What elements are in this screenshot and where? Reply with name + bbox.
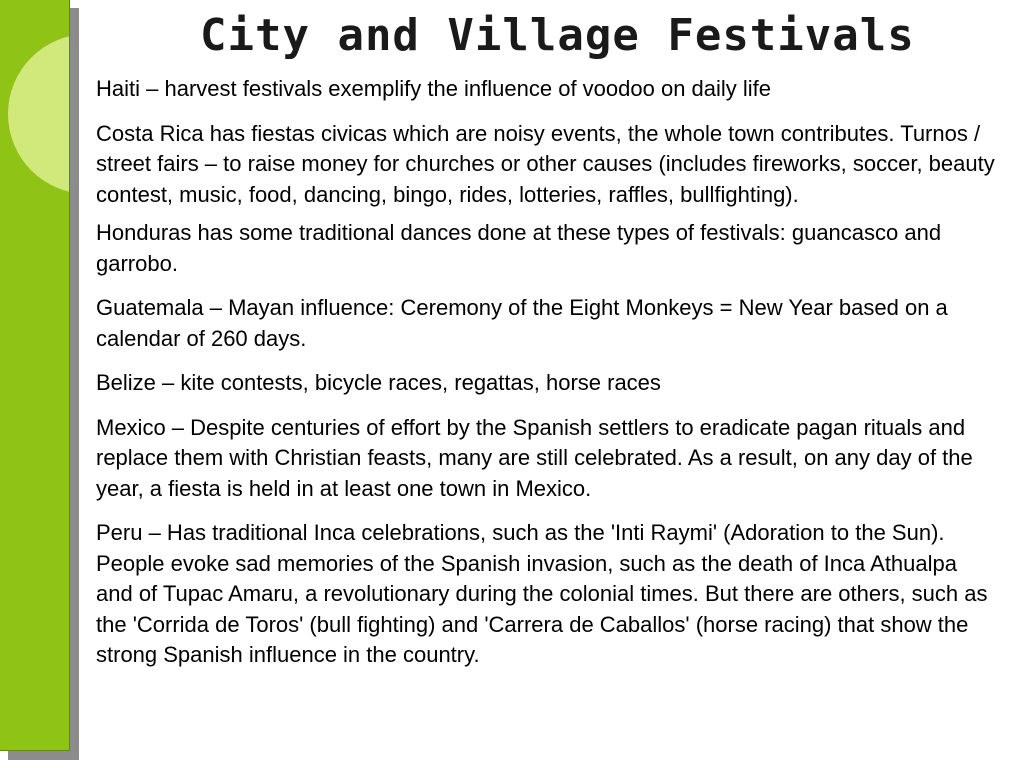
green-sidebar-bar (0, 0, 70, 751)
slide-title: City and Village Festivals (200, 10, 915, 61)
paragraph-belize: Belize – kite contests, bicycle races, regattas, horse races (96, 370, 661, 395)
paragraph-haiti: Haiti – harvest festivals exemplify the influence of voodoo on daily life (96, 76, 772, 101)
paragraph-mexico: Mexico – Despite centuries of effort by the Spanish settlers to eradicate pagan rituals and replace them with Christian feasts, many are still celebrated. As a result, on any day of the year, a fiesta is held in at least one town in Mexico. (96, 414, 973, 501)
paragraph-peru: Peru – Has traditional Inca celebrations, such as the 'Inti Raymi' (Adoration to the Sun). People evoke sad memories of the Spanish invasion, such as the death of Inca Athualpa and of Tupac Amaru, a revolutionary during the colonial times. But there are others, such as the 'Corrida de Toros' (bull fighting) and 'Carrera de Caballos' (horse racing) that show the strong Spanish influence in the country. (96, 520, 988, 667)
paragraph-honduras: Honduras has some traditional dances done at these types of festivals: guancasco and garrobo. (96, 220, 942, 276)
paragraph-guatemala: Guatemala – Mayan influence: Ceremony of the Eight Monkeys = New Year based on a calendar of 260 days. (96, 295, 948, 351)
paragraph-costa-rica: Costa Rica has fiestas civicas which are noisy events, the whole town contributes. Turnos / street fairs – to raise money for churches or other causes (includes fireworks, soccer, beauty contest, music, food, dancing, bingo, rides, lotteries, raffles, bullfighting). (96, 120, 995, 207)
decorative-circle (8, 34, 70, 194)
slide-body (96, 74, 996, 685)
